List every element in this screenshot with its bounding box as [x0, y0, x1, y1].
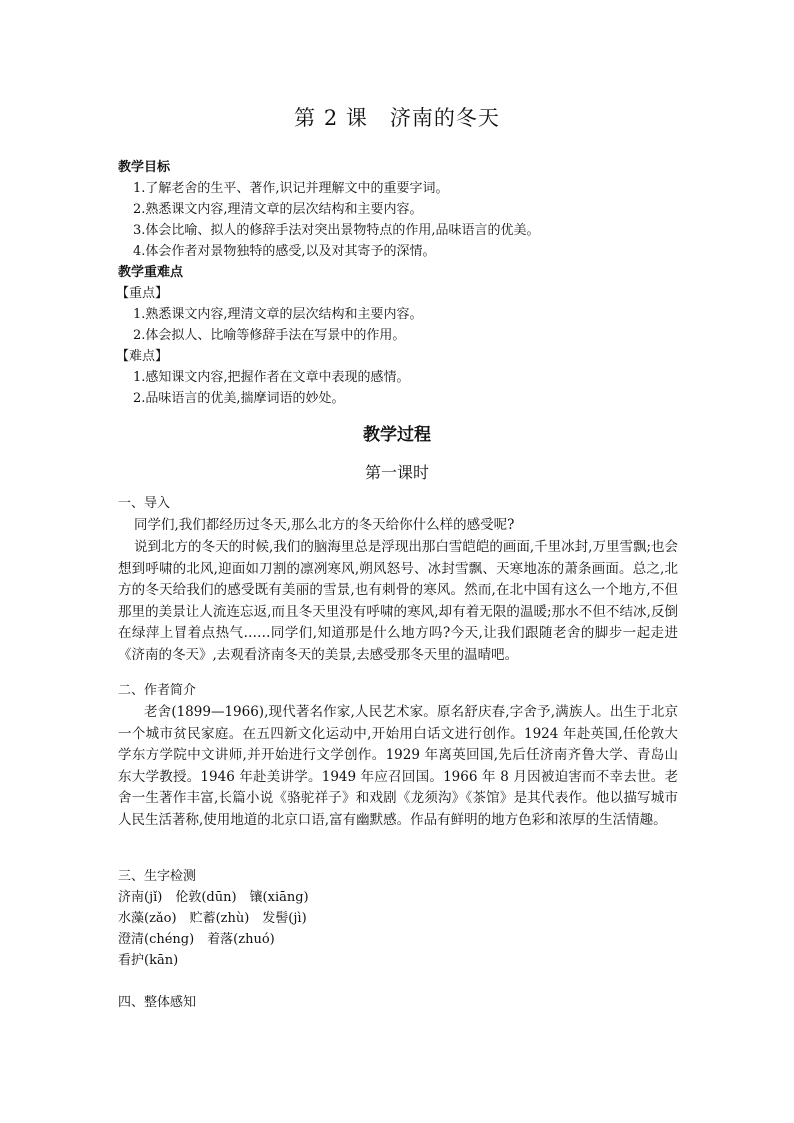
objectives-heading: 教学目标 [118, 160, 171, 175]
nandian-item: 2.品味语言的优美,揣摩词语的妙处。 [133, 391, 345, 406]
key-points-heading: 教学重难点 [118, 265, 184, 280]
intro-paragraph: 说到北方的冬天的时候,我们的脑海里总是浮现出那白雪皑皑的画面,千里冰封,万里雪飘;也会想到呼啸的北风,迎面如刀割的凛冽寒风,朔风怒号、冰封雪飘、天寒地冻的萧条画面。总之,北方的冬天给我们的感受既有美丽的雪景,也有刺骨的寒风。然而,在北中国有这么一个地方,不但那里的美景让人流连忘返,而且冬天里没有呼啸的寒风,却有着无限的温暖;那水不但不结冰,反倒在绿萍上冒着点热气……同学们,知道那是什么地方吗?今天,让我们跟随老舍的脚步一起走进《济南的冬天》,去观看济南冬天的美景,去感受那冬天里的温晴吧。 [118, 539, 678, 663]
vocab-row: 澄清(chéng) 着落(zhuó) [118, 932, 275, 947]
section-heading-vocab: 三、生字检测 [118, 869, 197, 884]
zhongdian-item: 1.熟悉课文内容,理清文章的层次结构和主要内容。 [133, 307, 423, 322]
objective-item: 1.了解老舍的生平、著作,识记并理解文中的重要字词。 [133, 181, 449, 196]
zhongdian-item: 2.体会拟人、比喻等修辞手法在写景中的作用。 [133, 328, 406, 343]
objective-item: 3.体会比喻、拟人的修辞手法对突出景物特点的作用,品味语言的优美。 [133, 223, 540, 238]
vocab-row: 水藻(zǎo) 贮蓄(zhù) 发髻(jì) [118, 911, 307, 926]
lesson-period: 第一课时 [364, 463, 429, 482]
objective-item: 4.体会作者对景物独特的感受,以及对其寄予的深情。 [133, 244, 436, 259]
intro-question: 同学们,我们都经历过冬天,那么北方的冬天给你什么样的感受呢? [134, 517, 515, 533]
author-paragraph: 老舍(1899—1966),现代著名作家,人民艺术家。原名舒庆春,字舍予,满族人。出生于北京一个城市贫民家庭。在五四新文化运动中,开始用白话文进行创作。1924 年赴英国,任伦敦大学东方学院中文讲师,并开始进行文学创作。1929 年离英回国,先后任济南齐鲁大学、青岛山东大学教授。1946 年赴美讲学。1949 年应召回国。1966 年 8 月因被迫害而不幸去世。老舍一生著作丰富,长篇小说《骆驼祥子》和戏剧《龙须沟》《茶馆》是其代表作。他以描写城市人民生活著称,使用地道的北京口语,富有幽默感。作品有鲜明的地方色彩和浓厚的生活情趣。 [118, 704, 678, 828]
zhongdian-label: 【重点】 [116, 286, 169, 301]
lesson-title: 第 2 课 济南的冬天 [294, 106, 500, 130]
nandian-label: 【难点】 [116, 349, 169, 364]
section-heading-overview: 四、整体感知 [118, 995, 197, 1010]
nandian-item: 1.感知课文内容,把握作者在文章中表现的感情。 [133, 370, 410, 385]
process-heading: 教学过程 [363, 425, 431, 445]
vocab-row: 济南(jǐ) 伦敦(dūn) 镶(xiāng) [118, 890, 309, 905]
vocab-row: 看护(kān) [118, 953, 179, 968]
section-heading-intro: 一、导入 [118, 496, 171, 511]
objective-item: 2.熟悉课文内容,理清文章的层次结构和主要内容。 [133, 202, 423, 217]
section-heading-author: 二、作者简介 [118, 683, 197, 698]
